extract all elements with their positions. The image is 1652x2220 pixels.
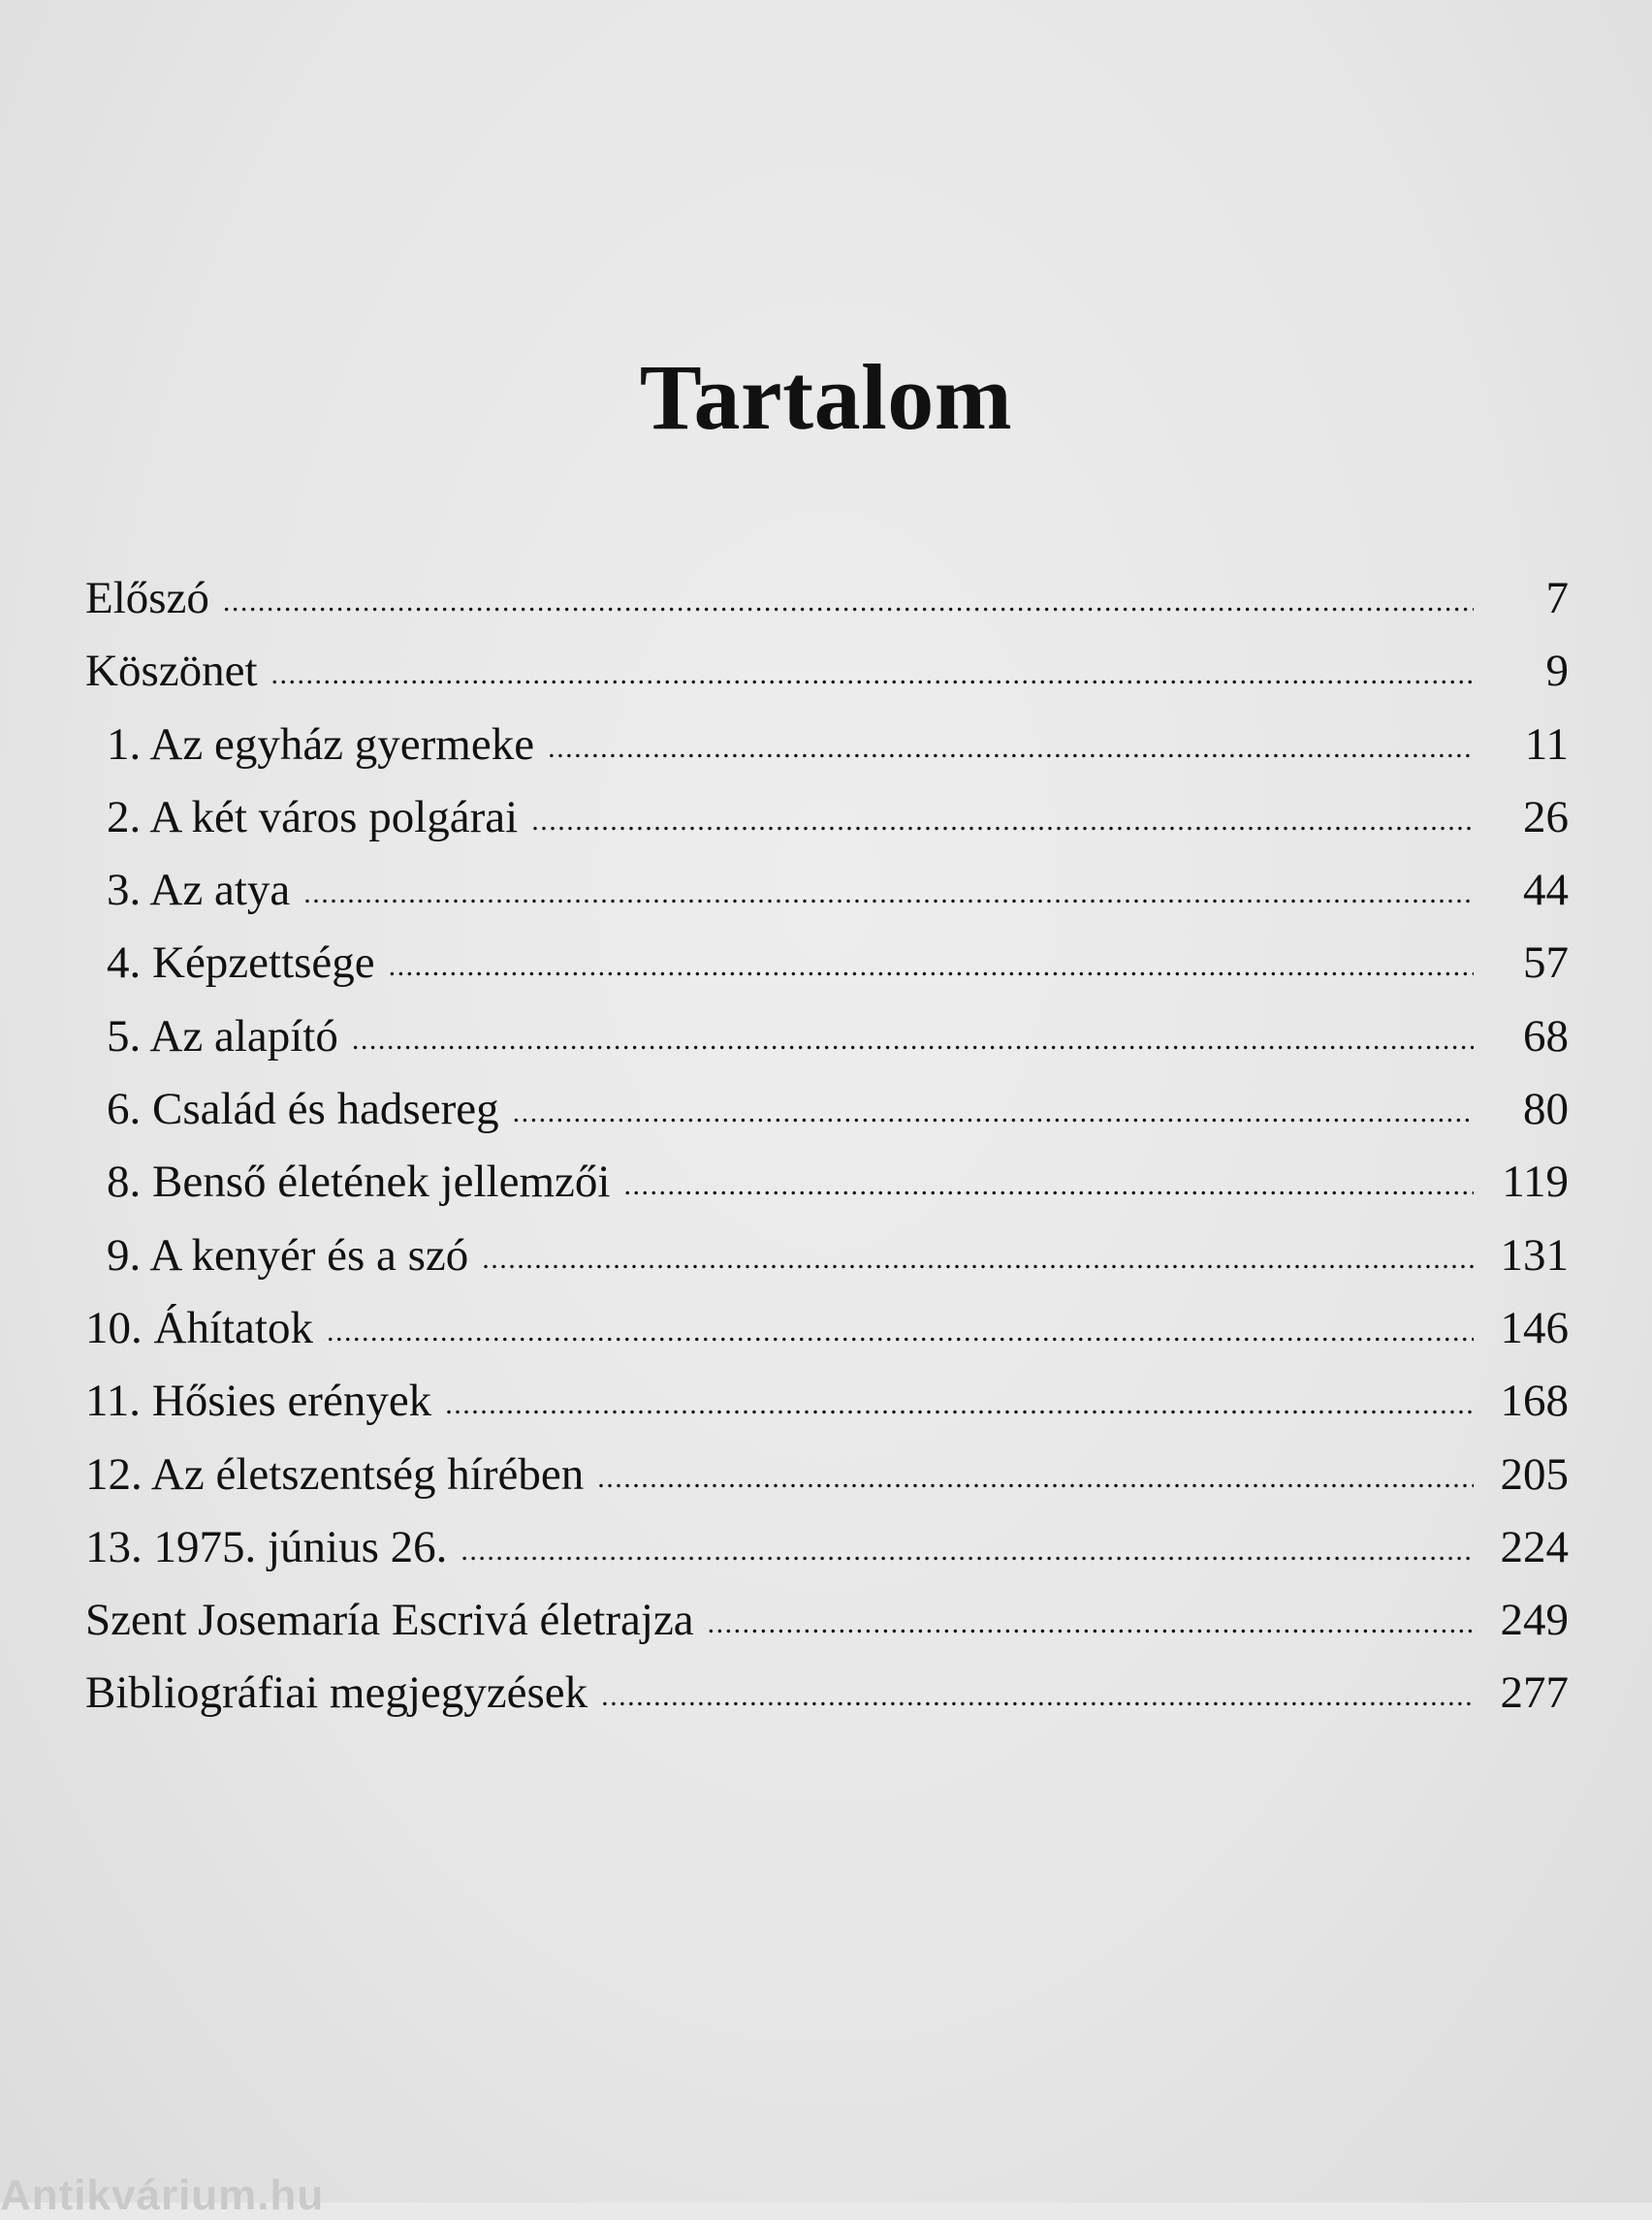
toc-entry-label: 10. Áhítatok xyxy=(85,1302,313,1353)
dot-leader xyxy=(513,1081,1474,1133)
toc-entry-page: 44 xyxy=(1523,865,1569,916)
dot-leader xyxy=(548,716,1474,769)
toc-entry xyxy=(85,1010,1569,1083)
toc-entry-label: Köszönet xyxy=(85,646,258,697)
toc-entry-page: 26 xyxy=(1523,791,1569,842)
toc-entry xyxy=(85,645,1569,717)
toc-entry-label: Előszó xyxy=(85,573,209,623)
toc-entry-label: 6. Család és hadsereg xyxy=(107,1084,499,1135)
dot-leader xyxy=(223,570,1474,622)
watermark: Antikvárium.hu xyxy=(0,2172,325,2219)
toc-entry-label: 12. Az életszentség hírében xyxy=(85,1448,585,1500)
toc-entry-label: 9. A kenyér és a szó xyxy=(107,1229,469,1281)
toc-entry xyxy=(85,864,1569,936)
toc-entry-label: 4. Képzettsége xyxy=(107,937,375,989)
toc-entry xyxy=(85,1156,1569,1228)
toc-entry xyxy=(85,936,1569,1009)
toc-entry-label: 13. 1975. június 26. xyxy=(85,1521,448,1572)
toc-entry-label: Bibliográfiai megjegyzések xyxy=(85,1667,588,1719)
toc-entry-page: 168 xyxy=(1500,1376,1569,1427)
toc-entry xyxy=(85,572,1569,645)
dot-leader xyxy=(461,1519,1474,1571)
toc-entry xyxy=(85,791,1569,864)
toc-entry-page: 131 xyxy=(1500,1229,1569,1281)
dot-leader xyxy=(389,935,1474,987)
toc-entry xyxy=(85,1375,1569,1447)
page-title: Tartalom xyxy=(639,345,1013,450)
dot-leader xyxy=(303,862,1474,914)
dot-leader xyxy=(601,1665,1474,1717)
table-of-contents xyxy=(85,572,1569,1740)
toc-entry-label: 3. Az atya xyxy=(107,865,291,916)
toc-entry-page: 205 xyxy=(1500,1448,1569,1500)
dot-leader xyxy=(327,1300,1474,1352)
toc-entry-page: 57 xyxy=(1523,937,1569,989)
toc-entry-label: 11. Hősies erények xyxy=(85,1376,432,1427)
dot-leader xyxy=(708,1592,1474,1644)
toc-entry-page: 11 xyxy=(1524,718,1569,770)
toc-entry xyxy=(85,1302,1569,1375)
toc-entry-page: 80 xyxy=(1523,1084,1569,1135)
toc-entry xyxy=(85,1666,1569,1739)
toc-entry-page: 9 xyxy=(1545,646,1569,697)
toc-entry-label: 1. Az egyház gyermeke xyxy=(107,718,535,770)
dot-leader xyxy=(623,1154,1474,1206)
dot-leader xyxy=(531,789,1474,841)
toc-entry xyxy=(85,718,1569,791)
dot-leader xyxy=(352,1008,1474,1061)
toc-entry-label: Szent Josemaría Escrivá életrajza xyxy=(85,1595,694,1646)
toc-entry-label: 8. Benső életének jellemzői xyxy=(107,1157,611,1208)
toc-entry-page: 224 xyxy=(1500,1521,1569,1572)
toc-entry-page: 249 xyxy=(1500,1595,1569,1646)
toc-entry xyxy=(85,1448,1569,1521)
dot-leader xyxy=(271,643,1474,695)
toc-entry xyxy=(85,1594,1569,1666)
toc-entry xyxy=(85,1521,1569,1594)
dot-leader xyxy=(445,1373,1474,1425)
toc-entry-page: 7 xyxy=(1545,573,1569,623)
toc-entry-label: 2. A két város polgárai xyxy=(107,791,519,842)
toc-entry-page: 68 xyxy=(1523,1010,1569,1062)
toc-entry-page: 119 xyxy=(1502,1157,1569,1208)
dot-leader xyxy=(482,1227,1474,1280)
toc-entry-label: 5. Az alapító xyxy=(107,1010,338,1062)
toc-entry xyxy=(85,1083,1569,1156)
toc-entry-page: 146 xyxy=(1500,1302,1569,1353)
toc-entry xyxy=(85,1229,1569,1302)
toc-entry-page: 277 xyxy=(1500,1667,1569,1719)
dot-leader xyxy=(597,1446,1474,1499)
